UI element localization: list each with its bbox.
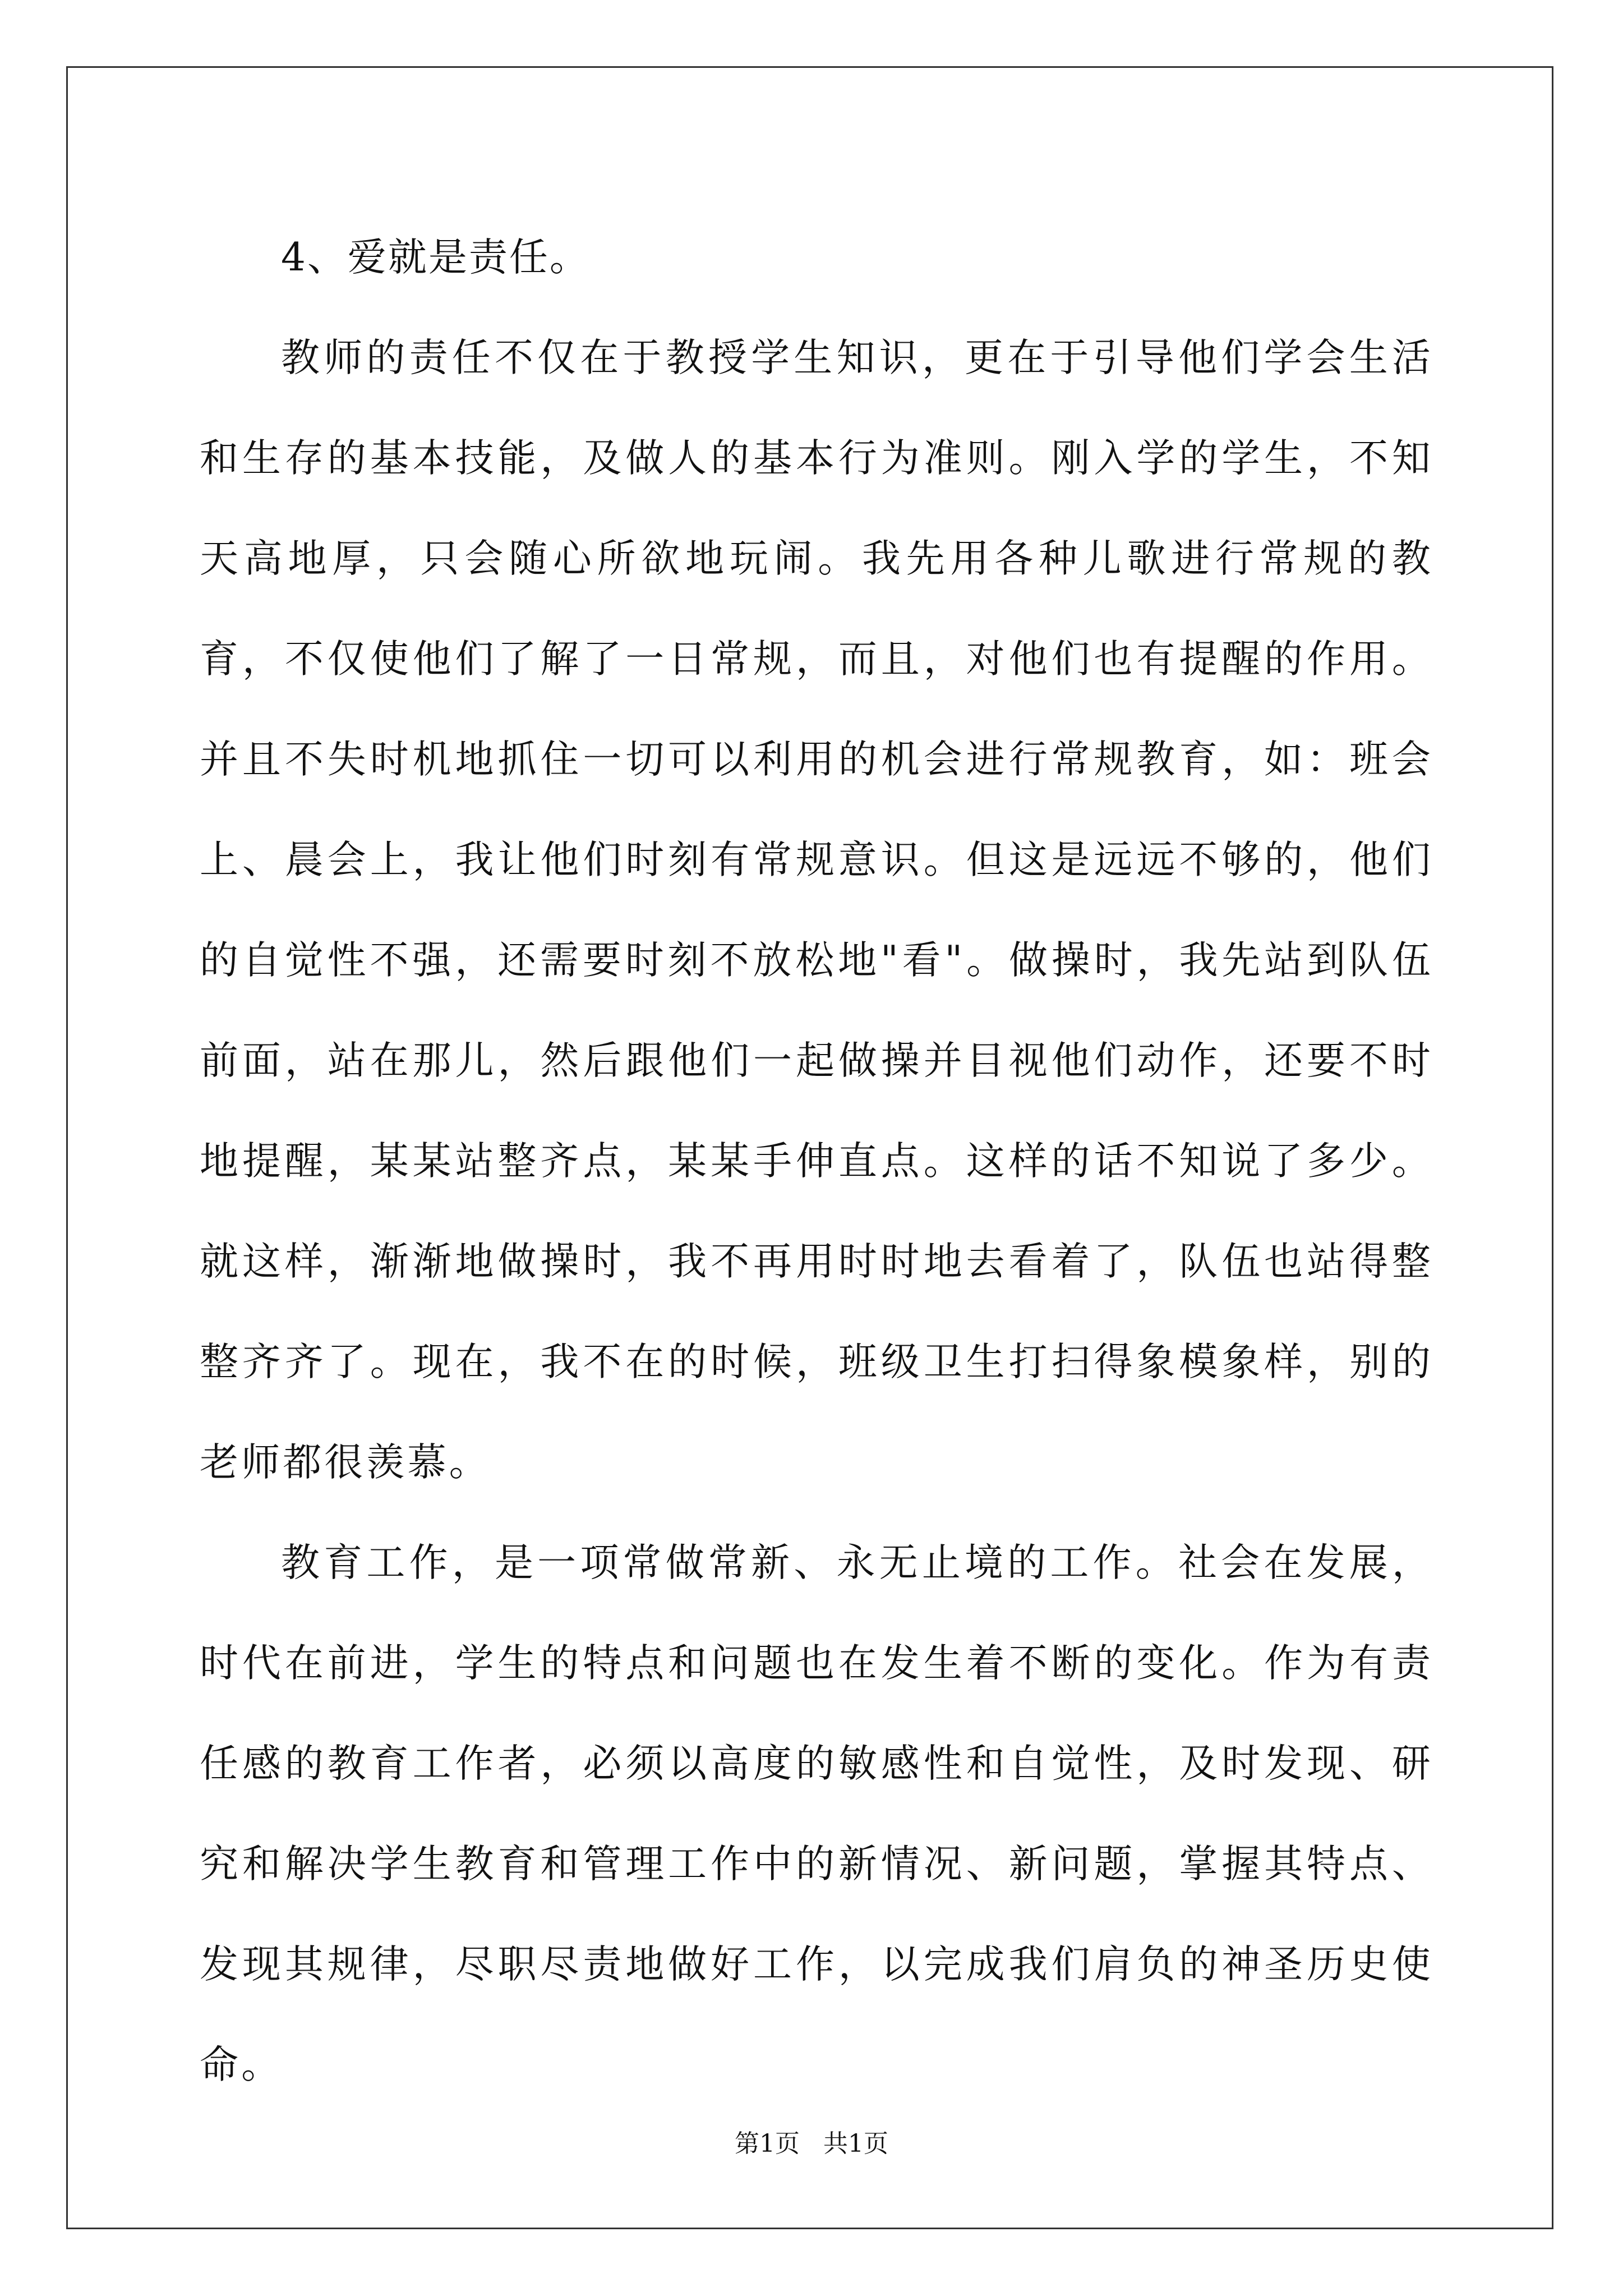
- body-paragraph: 教育工作，是一项常做常新、永无止境的工作。社会在发展，时代在前进，学生的特点和问题也在发生着不断的变化。作为有责任感的教育工作者，必须以高度的敏感性和自觉性，及时发现、研究和解决学生教育和管理工作中的新情况、新问题，掌握其特点、发现其规律，尽职尽责地做好工作，以完成我们肩负的神圣历史使命。: [200, 1540, 1433, 2087]
- body-paragraph: 教师的责任不仅在于教授学生知识，更在于引导他们学会生活和生存的基本技能，及做人的基本行为准则。刚入学的学生，不知天高地厚，只会随心所欲地玩闹。我先用各种儿歌进行常规的教育，不仅使他们了解了一日常规，而且，对他们也有提醒的作用。并且不失时机地抓住一切可以利用的机会进行常规教育，如：班会上、晨会上，我让他们时刻有常规意识。但这是远远不够的，他们的自觉性不强，还需要时刻不放松地"看"。做操时，我先站到队伍前面，站在那儿，然后跟他们一起做操并目视他们动作，还要不时地提醒，某某站整齐点，某某手伸直点。这样的话不知说了多少。就这样，渐渐地做操时，我不再用时时地去看着了，队伍也站得整整齐齐了。现在，我不在的时候，班级卫生打扫得象模象样，别的老师都很羡慕。: [200, 335, 1433, 1485]
- document-body: [200, 208, 1433, 2115]
- section-heading: 4、爱就是责任。: [281, 235, 590, 280]
- page-footer: 第1页 共1页: [735, 2129, 888, 2158]
